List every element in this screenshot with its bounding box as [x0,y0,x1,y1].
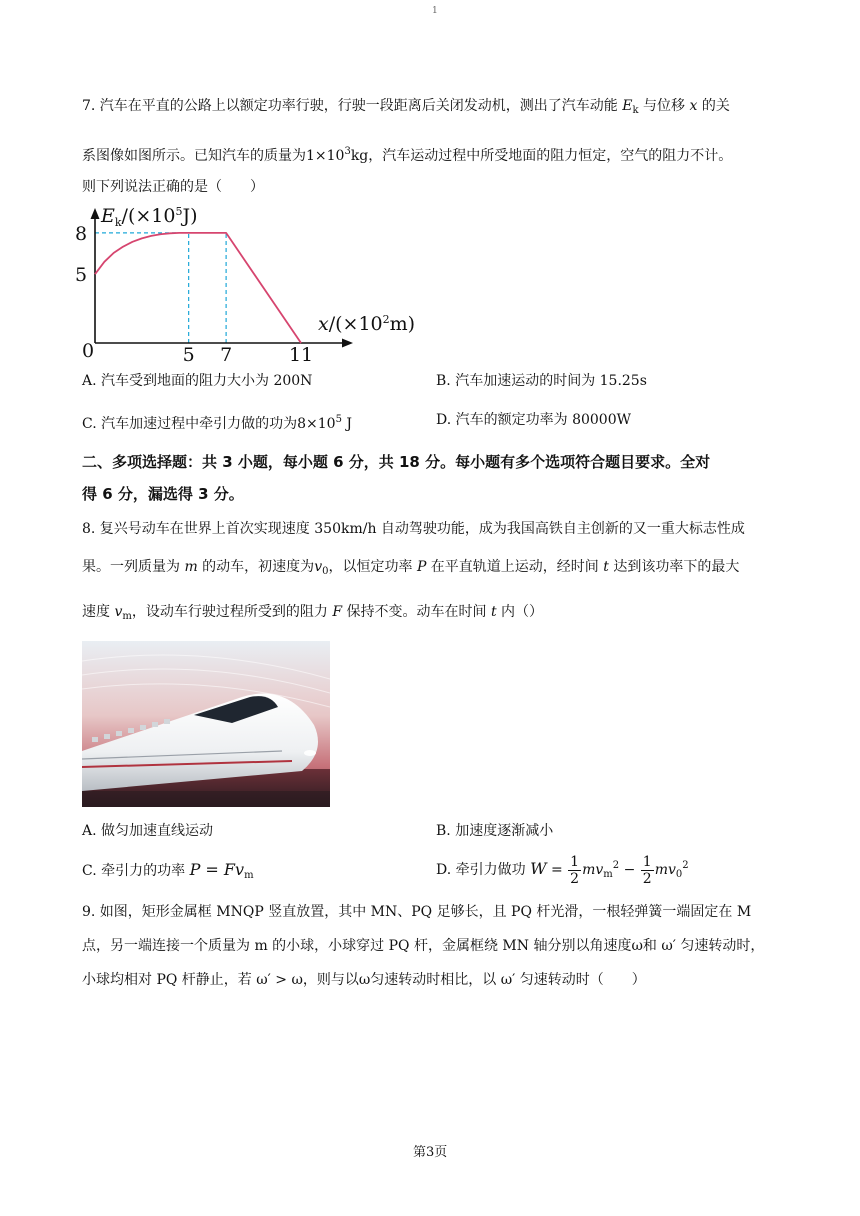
x-tick-label-2: 11 [288,344,314,366]
series-line-0 [95,233,301,343]
q7-option-b[interactable]: B. 汽车加速运动的时间为 15.25s [436,373,647,389]
x-axis-label: $x/(\times 10^2m)$ [318,313,416,335]
q7-line3: 则下列说法正确的是（ ） [82,179,264,195]
q8-line1: 8. 复兴号动车在世界上首次实现速度 350km/h 自动驾驶功能，成为我国高铁自主创新的又一重大标志性成 [82,521,745,537]
q7-option-d[interactable]: D. 汽车的额定功率为 80000W [436,412,632,428]
q7-option-c[interactable]: C. 汽车加速过程中牵引力做的功为$8\times 10^5$ J [82,414,353,432]
q8-line3: 速度 $v_m$，设动车行驶过程所受到的阻力 F 保持不变。动车在时间 t 内（） [82,604,544,622]
chart-guides [95,233,226,343]
y-tick-label-0: 5 [74,264,88,287]
train-illustration [82,641,330,807]
y-axis-arrow [91,208,100,219]
section2-line1: 二、多项选择题：共 3 小题，每小题 6 分，共 18 分。每小题有多个选项符合题目要求。全对 [82,453,711,471]
section2-line2: 得 6 分，漏选得 3 分。 [82,485,244,503]
q8-option-b[interactable]: B. 加速度逐渐减小 [436,823,554,839]
high-speed-train-photo [82,641,330,807]
q7-option-a[interactable]: A. 汽车受到地面的阻力大小为 200N [82,373,313,389]
q7-line2: 系图像如图所示。已知汽车的质量为$1\times 10^3kg$，汽车运动过程中所受地面的阻力恒定，空气的阻力不计。 [82,146,733,164]
q7-line1: 7. 汽车在平直的公路上以额定功率行驶，行驶一段距离后关闭发动机，测出了汽车动能 $E_k$ 与位移 x 的关 [82,98,730,116]
chart-tick-labels [75,223,313,366]
x-tick-label-0: 5 [182,344,195,366]
q8-option-d[interactable]: D. 牵引力做功 W = $\frac{1}{2}$ $mv_m^2$ − $\frac{1}{2}$ $mv_0^2$ [436,853,689,887]
x-axis-arrow [342,339,353,348]
q8-line2: 果。一列质量为 m 的动车，初速度为$v_0$，以恒定功率 P 在平直轨道上运动，经时间 t 达到该功率下的最大 [82,559,740,577]
ek-displacement-chart [0,0,860,380]
x-tick-label-1: 7 [220,344,233,366]
q8-option-c[interactable]: C. 牵引力的功率 $P = Fv_m$ [82,860,254,881]
q9-line3: 小球均相对 PQ 杆静止，若 ω′ > ω，则与以ω匀速转动时相比，以 ω′ 匀速转动时（ ） [82,972,646,988]
page-number: 第3页 [413,1145,448,1160]
q9-line2: 点，另一端连接一个质量为 m 的小球，小球穿过 PQ 杆，金属框绕 MN 轴分别以角速度ω和 ω′ 匀速转动时， [82,938,765,954]
y-axis-label: $E_k/(\times 10^5J)$ [101,205,198,229]
half-fraction-1: $\frac{1}{2}$ [570,853,580,887]
origin-label: 0 [82,340,95,362]
chart-axes [91,208,354,348]
q9-line1: 9. 如图，矩形金属框 MNQP 竖直放置，其中 MN、PQ 足够长，且 PQ 杆光滑，一根轻弹簧一端固定在 M [82,904,752,920]
chart-series [95,233,301,343]
top-mark: 1 [432,6,438,16]
y-tick-label-1: 8 [74,222,88,245]
half-fraction-2: $\frac{1}{2}$ [642,853,652,887]
q8-option-a[interactable]: A. 做匀加速直线运动 [82,823,214,839]
